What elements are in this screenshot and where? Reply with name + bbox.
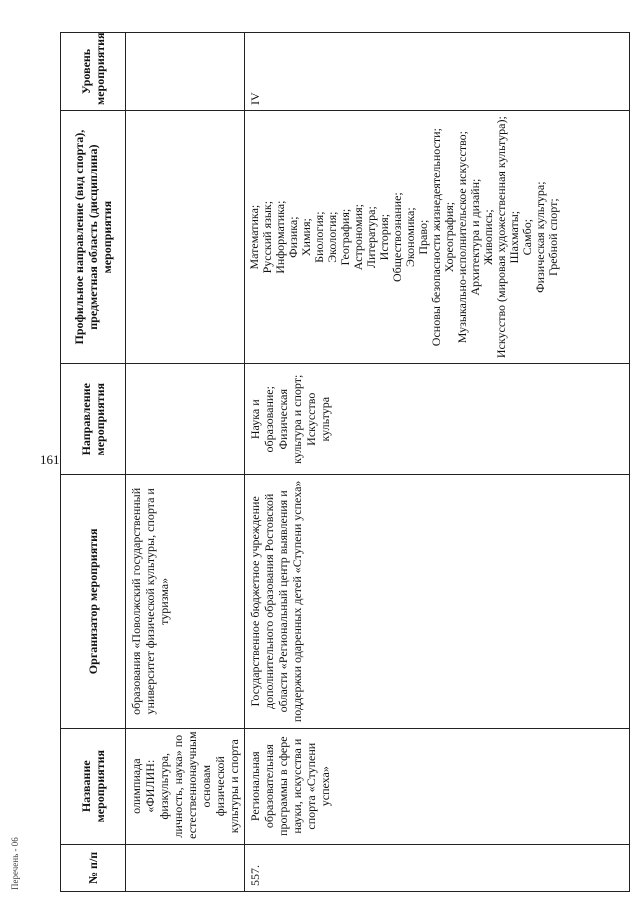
list-item: Право; (416, 219, 430, 255)
list-item: Искусство (мировая художественная культура); (494, 116, 508, 359)
list-item: Гребной спорт; (546, 198, 560, 276)
list-item: Информатика; (273, 200, 287, 274)
cell-profile (245, 110, 630, 363)
list-item: Живопись; (481, 209, 495, 266)
list-item: Хореография; (442, 201, 456, 273)
page-number: 161 (40, 452, 60, 467)
list-item: Экономика; (403, 207, 417, 267)
table-row-continued (126, 33, 245, 892)
header-organizer: Организатор мероприятия (61, 475, 126, 728)
header-number: № п/п (61, 844, 126, 891)
rotated-table-container (60, 32, 630, 892)
list-item: Биология; (312, 211, 326, 263)
events-table (60, 32, 630, 892)
table-row-557 (245, 33, 630, 892)
list-item: Астрономия; (351, 204, 365, 271)
header-direction: Направление мероприятия (61, 364, 126, 475)
list-item: Физическая культура; (533, 181, 547, 293)
list-item: Литература; (364, 206, 378, 269)
header-name: Название мероприятия (61, 728, 126, 844)
cell-organizer: Государственное бюджетное учреждение дополнительного образования Ростовской области «Региональный центр выявления и поддержки одаренных детей «Ступени успеха» (245, 475, 630, 728)
list-item: Математика; (247, 204, 261, 270)
footer-note: Перечень - 06 (10, 837, 20, 890)
cell-name: Региональная образовательная программы в сфере науки, искусства и спорта «Ступени успеха» (245, 728, 630, 844)
cell-organizer: образования «Поволжский государственный университет физической культуры, спорта и туризма» (126, 475, 245, 728)
profile-list (248, 116, 560, 358)
list-item: География; (338, 208, 352, 266)
list-item: Химия; (299, 218, 313, 257)
cell-direction (126, 364, 245, 475)
list-item: Экология; (325, 211, 339, 263)
cell-profile (126, 110, 245, 363)
cell-direction: Наука и образование; Физическая культура и спорт; Искусство культура (245, 364, 630, 475)
list-item: Основы безопасности жизнедеятельности; (429, 128, 443, 347)
list-item: Архитектура и дизайн; (468, 178, 482, 296)
list-item: Самбо; (520, 218, 534, 256)
cell-level: IV (245, 33, 630, 111)
header-profile: Профильное направление (вид спорта), предметная область (дисциплина) мероприятия (61, 110, 126, 363)
cell-number: 557. (245, 844, 630, 891)
header-row (61, 33, 126, 892)
list-item: Шахматы; (507, 210, 521, 264)
header-level: Уровень мероприятия (61, 33, 126, 111)
cell-level (126, 33, 245, 111)
list-item: Русский язык; (260, 200, 274, 274)
cell-number (126, 844, 245, 891)
list-item: Физика; (286, 216, 300, 258)
list-item: Обществознание; (390, 192, 404, 283)
list-item: История; (377, 213, 391, 261)
list-item: Музыкально-исполнительское искусство; (455, 131, 469, 344)
cell-name: олимпиада «ФИЛИН: физкультура, личность, наука» по естественнонаучным основам физической культуры и спорта (126, 728, 245, 844)
